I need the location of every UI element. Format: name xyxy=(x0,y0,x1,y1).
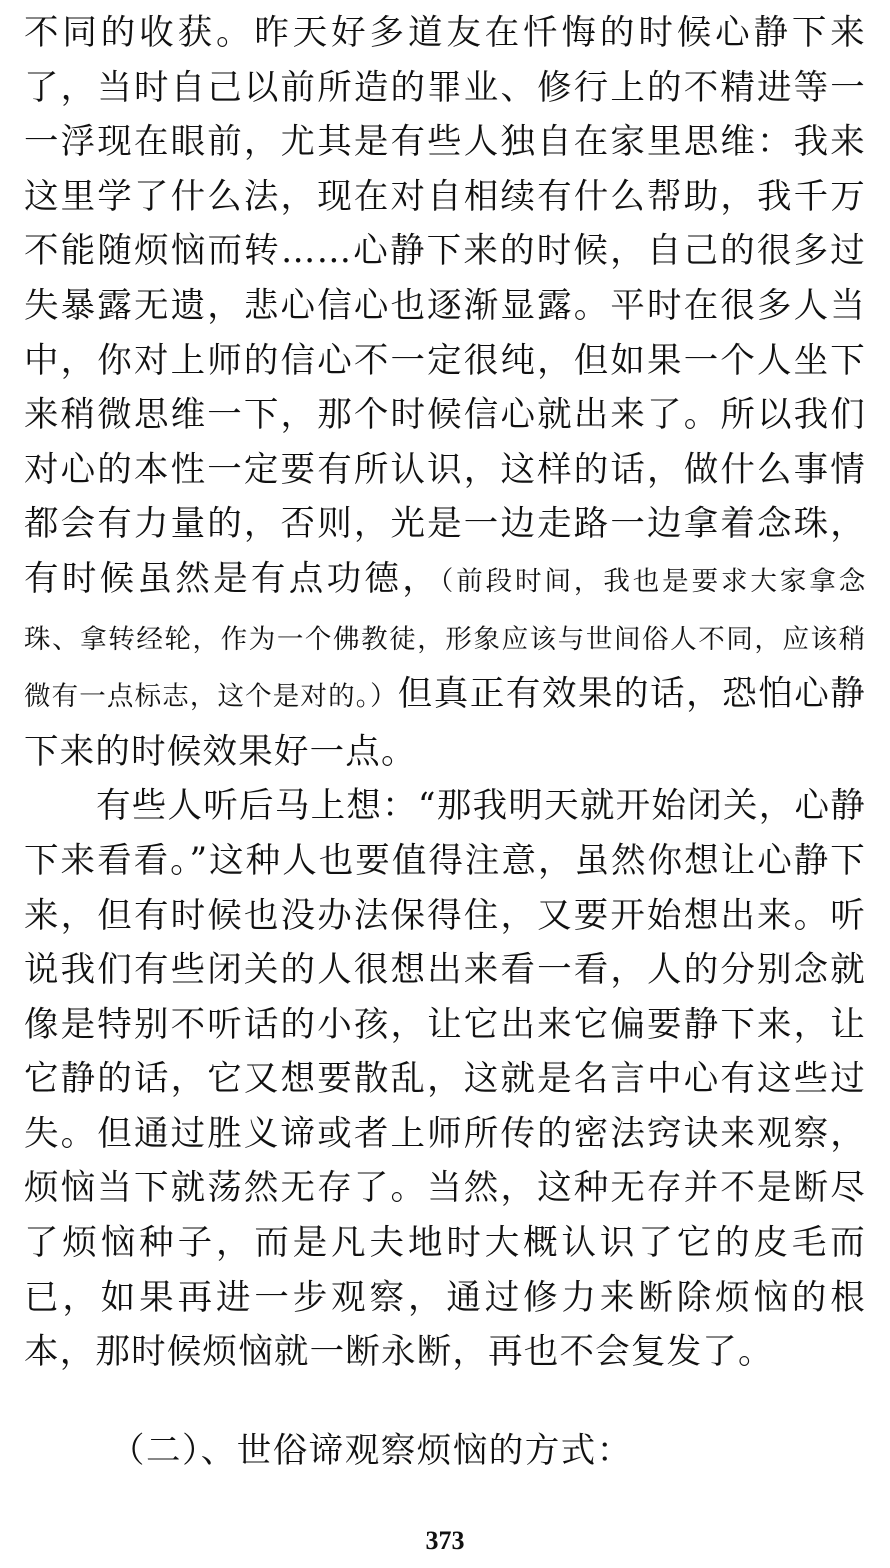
section-heading: （二）、世俗谛观察烦恼的方式： xyxy=(110,1431,633,1471)
paragraph-1-main-text: 不同的收获。昨天好多道友在忏悔的时候心静下来了，当时自己以前所造的罪业、修行上的不精进等一一浮现在眼前，尤其是有些人独自在家里思维：我来这里学了什么法，现在对自相续有什么帮助，我千万不能随烦恼而转……心静下来的时候，自己的很多过失暴露无遗，悲心信心也逐渐显露。平时在很多人当中，你对上师的信心不一定很纯，但如果一个人坐下来稍微思维一下，那个时候信心就出来了。所以我们对心的本性一定要有所认识，这样的话，做什么事情都会有力量的，否则，光是一边走路一边拿着念珠，有时候虽然是有点功德， xyxy=(24,13,866,599)
parenthetical-note: （前段时间，我也是要求大家拿念珠、拿转经轮，作为一个佛教徒，形象应该与世间俗人不同，应该稍微有一点标志，这个是对的。） xyxy=(24,565,867,713)
page-number: 373 xyxy=(425,1526,465,1555)
page-body xyxy=(24,6,866,1380)
paragraph-1-closing-text: 但真正有效果的话，恐怕心静下来的时候效果好一点。 xyxy=(24,674,866,772)
body-paragraph-1 xyxy=(24,6,866,779)
body-paragraph-2: 有些人听后马上想：“那我明天就开始闭关，心静下来看看。”这种人也要值得注意，虽然你想让心静下来，但有时候也没办法保得住，又要开始想出来。听说我们有些闭关的人很想出来看一看，人的分别念就像是特别不听话的小孩，让它出来它偏要静下来，让它静的话，它又想要散乱，这就是名言中心有这些过失。但通过胜义谛或者上师所传的密法窍诀来观察，烦恼当下就荡然无存了。当然，这种无存并不是断尽了烦恼种子，而是凡夫地时大概认识了它的皮毛而已，如果再进一步观察，通过修力来断除烦恼的根本，那时候烦恼就一断永断，再也不会复发了。 xyxy=(24,786,866,1373)
